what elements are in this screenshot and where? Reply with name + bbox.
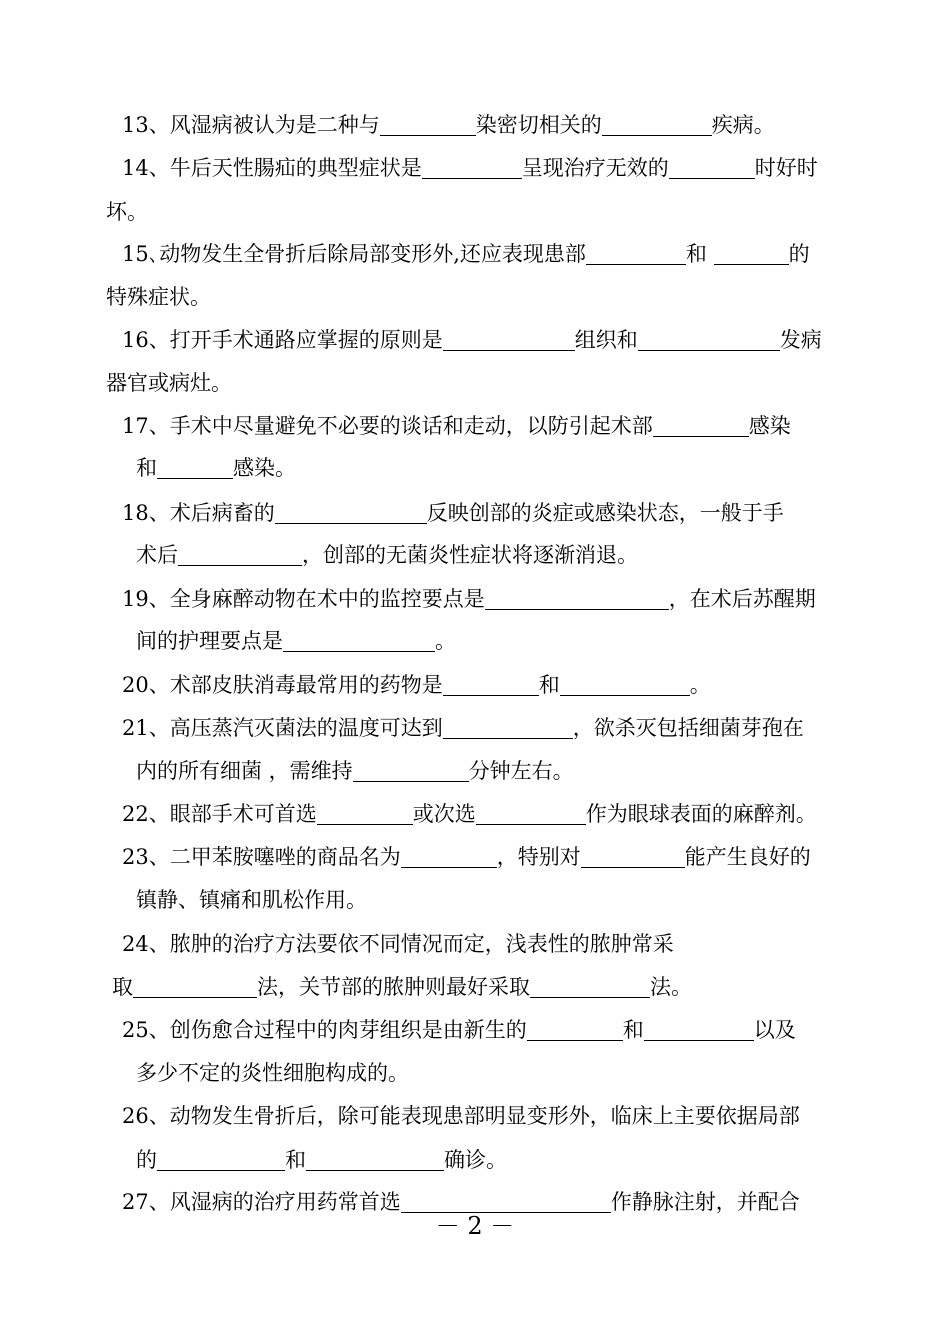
- question-25-line-2: [136, 1058, 409, 1088]
- question-16-line-1: [122, 325, 822, 355]
- answer-blank[interactable]: [443, 716, 573, 739]
- question-14-line-1: [122, 153, 818, 183]
- question-23-line-1: [122, 842, 811, 872]
- question-text: 21、高压蒸汽灭菌法的温度可达到: [122, 716, 443, 740]
- question-19-line-1: [122, 584, 816, 614]
- answer-blank[interactable]: [443, 328, 575, 351]
- question-text: 能产生良好的: [684, 845, 811, 869]
- question-23-line-2: [136, 885, 367, 915]
- question-text: 的: [788, 242, 810, 266]
- question-text: 23、二甲苯胺噻唑的商品名为: [122, 845, 401, 869]
- answer-blank[interactable]: [283, 629, 435, 652]
- question-text: 18、术后病畜的: [122, 501, 275, 525]
- question-text: 取: [112, 975, 133, 999]
- question-15-line-1: [122, 239, 810, 269]
- question-text: 呈现治疗无效的: [521, 156, 669, 180]
- question-text: 作为眼球表面的麻醉剂。: [585, 802, 817, 826]
- question-text: 27、风湿病的治疗用药常首选: [122, 1190, 401, 1214]
- question-24-line-2: [112, 972, 692, 1002]
- question-17-line-1: [122, 411, 791, 441]
- answer-blank[interactable]: [275, 501, 427, 524]
- question-text: 以及: [753, 1018, 796, 1042]
- question-text: 15､动物发生全骨折后除局部变形外,还应表现患部: [122, 242, 586, 266]
- question-text: 间的护理要点是: [136, 629, 283, 653]
- answer-blank[interactable]: [157, 456, 233, 479]
- question-text: 和: [136, 456, 157, 480]
- question-text: 22、眼部手术可首选: [122, 802, 317, 826]
- answer-blank[interactable]: [586, 242, 686, 265]
- question-text: 感染。: [233, 456, 296, 480]
- question-text: 20、术部皮肤消毒最常用的药物是: [122, 673, 443, 697]
- question-text: 多少不定的炎性细胞构成的。: [136, 1061, 409, 1085]
- question-text: 14、牛后天性腸疝的典型症状是: [122, 156, 422, 180]
- question-26-line-2: [136, 1145, 507, 1175]
- answer-blank[interactable]: [178, 543, 302, 566]
- question-text: 和: [538, 673, 560, 697]
- question-text: 13、风湿病被认为是二种与: [122, 113, 380, 137]
- question-text: 17、手术中尽量避免不必要的谈话和走动，以防引起术部: [122, 414, 653, 438]
- answer-blank[interactable]: [306, 1148, 444, 1171]
- question-text: 术后: [136, 543, 178, 567]
- answer-blank[interactable]: [638, 328, 780, 351]
- answer-blank[interactable]: [422, 156, 522, 179]
- answer-blank[interactable]: [530, 975, 650, 998]
- answer-blank[interactable]: [443, 673, 539, 696]
- answer-blank[interactable]: [669, 156, 755, 179]
- question-text: 和: [685, 242, 714, 266]
- question-text: 的: [136, 1148, 157, 1172]
- answer-blank[interactable]: [485, 587, 669, 610]
- question-text: 分钟左右。: [468, 759, 574, 783]
- answer-blank[interactable]: [317, 802, 413, 825]
- answer-blank[interactable]: [380, 113, 476, 136]
- answer-blank[interactable]: [602, 113, 712, 136]
- question-text: 作静脉注射，并配合: [610, 1190, 800, 1214]
- question-25-line-1: [122, 1015, 796, 1045]
- question-text: 时好时: [754, 156, 818, 180]
- answer-blank[interactable]: [653, 414, 749, 437]
- question-15-line-2: [106, 282, 211, 312]
- question-text: 疾病。: [711, 113, 775, 137]
- question-text: 法，关节部的脓肿则最好采取: [257, 975, 530, 999]
- answer-blank[interactable]: [644, 1018, 754, 1041]
- question-20-line-1: [122, 670, 711, 700]
- answer-blank[interactable]: [581, 845, 685, 868]
- question-text: 和: [285, 1148, 306, 1172]
- question-18-line-1: [122, 498, 784, 528]
- question-24-line-1: [122, 929, 674, 959]
- question-text: 镇静、镇痛和肌松作用。: [136, 888, 367, 912]
- question-text: 26、动物发生骨折后，除可能表现患部明显变形外，临床上主要依据局部: [122, 1104, 800, 1128]
- question-text: 19、全身麻醉动物在术中的监控要点是: [122, 587, 485, 611]
- question-19-line-2: [136, 626, 456, 656]
- question-text: 坏。: [106, 200, 148, 224]
- answer-blank[interactable]: [714, 242, 789, 265]
- question-text: 法。: [650, 975, 692, 999]
- answer-blank[interactable]: [401, 845, 497, 868]
- question-18-line-2: [136, 540, 638, 570]
- question-text: 反映创部的炎症或感染状态，一般于手: [426, 501, 784, 525]
- answer-blank[interactable]: [476, 802, 586, 825]
- answer-blank[interactable]: [527, 1018, 623, 1041]
- answer-blank[interactable]: [353, 759, 469, 782]
- question-text: ，创部的无菌炎性症状将逐渐消退。: [302, 543, 638, 567]
- question-text: 组织和: [574, 328, 638, 352]
- question-17-line-2: [136, 453, 296, 483]
- question-14-line-2: [106, 197, 148, 227]
- question-text: 特殊症状。: [106, 285, 211, 309]
- question-26-line-1: [122, 1101, 800, 1131]
- question-text: 器官或病灶。: [106, 371, 232, 395]
- question-text: ，欲杀灭包括细菌芽孢在: [572, 716, 804, 740]
- question-text: 25、创伤愈合过程中的肉芽组织是由新生的: [122, 1018, 527, 1042]
- question-text: 染密切相关的: [475, 113, 602, 137]
- question-text: 24、脓肿的治疗方法要依不同情况而定，浅表性的脓肿常采: [122, 932, 674, 956]
- question-13-line-1: [122, 110, 775, 140]
- question-text: ，在术后苏醒期: [668, 587, 816, 611]
- question-16-line-2: [106, 368, 232, 398]
- question-21-line-2: [136, 756, 574, 786]
- question-text: 。: [689, 673, 711, 697]
- answer-blank[interactable]: [560, 673, 690, 696]
- answer-blank[interactable]: [133, 975, 257, 998]
- question-21-line-1: [122, 713, 804, 743]
- question-text: 和: [622, 1018, 644, 1042]
- question-text: 感染: [748, 414, 791, 438]
- question-text: 或次选: [412, 802, 476, 826]
- page-number: － 2 －: [435, 1212, 515, 1240]
- question-text: 。: [435, 629, 456, 653]
- question-text: 16、打开手术通路应掌握的原则是: [122, 328, 443, 352]
- question-text: 确诊。: [444, 1148, 507, 1172]
- question-22-line-1: [122, 799, 817, 829]
- question-text: 发病: [779, 328, 822, 352]
- answer-blank[interactable]: [157, 1148, 285, 1171]
- question-text: 内的所有细菌 ，需维持: [136, 759, 353, 783]
- question-text: ，特别对: [496, 845, 581, 869]
